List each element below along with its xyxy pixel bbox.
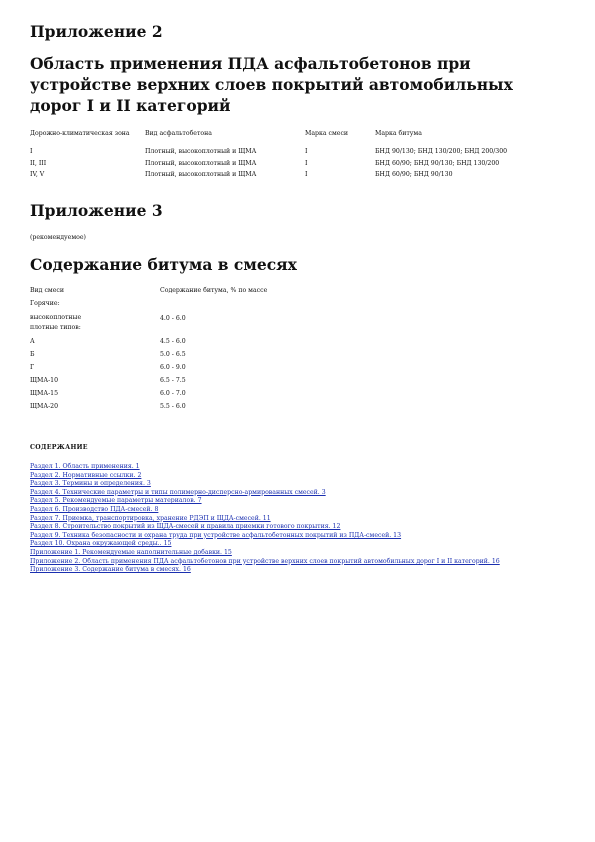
table-row: [30, 364, 330, 377]
toc-link-section-10[interactable]: Раздел 10. Охрана окружающей среды.. 15: [30, 540, 172, 548]
table-cell: I: [305, 148, 308, 155]
toc-link-section-4[interactable]: Раздел 4. Технические параметры и типы полимерно-дисперсно-армированных смесей. 3: [30, 488, 326, 496]
table-cell: БНД 60/90; БНД 90/130: [375, 171, 453, 178]
table-header-cell: Дорожно-климатическая зона: [30, 130, 130, 137]
table-cell: I: [305, 159, 308, 167]
toc-link-section-3[interactable]: Раздел 3. Термины и определения. 3: [30, 480, 151, 488]
toc-link-section-7[interactable]: Раздел 7. Приемка, транспортировка, хранение РДЭП и ЩДА-смесей. 11: [30, 514, 271, 522]
toc-link-section-8[interactable]: Раздел 8. Строительство покрытий из ЩДА-смесей и правила приемки готового покрытия. 12: [30, 523, 341, 531]
toc-link-section-1[interactable]: Раздел 1. Область применения. 1: [30, 463, 140, 470]
table-cell: Горячие:: [30, 300, 60, 307]
toc-link-section-9[interactable]: Раздел 9. Техника безопасности и охрана труда при устройстве асфальтобетонных покрытий из ПДА-смесей. 13: [30, 531, 402, 539]
table-row: [30, 148, 560, 160]
appendix-2-title: Область применения ПДА асфальтобетонов при устройстве верхних слоев покрытий автомобильных дорог I и II категорий: [30, 54, 513, 115]
table-cell: БНД 90/130; БНД 130/200; БНД 200/300: [375, 148, 508, 155]
table-row: [30, 390, 330, 403]
table-header-cell: Марка битума: [375, 130, 422, 137]
table-row: [30, 160, 560, 172]
appendix-3-title: Содержание битума в смесях: [30, 255, 297, 274]
table-row: [30, 351, 330, 364]
table-header-row: [30, 287, 330, 300]
toc-link-section-5[interactable]: Раздел 5. Рекомендуемые параметры материалов. 7: [30, 497, 202, 505]
bitumen-content-table: [30, 287, 330, 416]
table-cell: IV, V: [30, 171, 45, 178]
table-cell: ЩМА-20: [30, 403, 59, 410]
table-cell: БНД 60/90; БНД 90/130; БНД 130/200: [375, 159, 500, 167]
table-row: [30, 171, 560, 183]
application-area-table: [30, 130, 560, 183]
table-cell: Плотный, высокоплотный и ЩМА: [145, 159, 257, 167]
table-cell: Плотный, высокоплотный и ЩМА: [145, 171, 257, 178]
appendix-2-heading: Приложение 2: [30, 22, 163, 41]
table-cell: высокоплотные плотные типов:: [30, 314, 82, 331]
table-cell: Г: [30, 364, 35, 371]
toc-title: СОДЕРЖАНИЕ: [30, 444, 88, 451]
table-cell: 6.0 - 7.0: [160, 390, 186, 397]
toc-link-appendix-1[interactable]: Приложение 1. Рекомендуемые наполнительные добавки. 15: [30, 548, 232, 556]
table-cell: ЩМА-15: [30, 390, 59, 397]
table-header-cell: Марка смеси: [305, 130, 349, 137]
recommended-note: (рекомендуемое): [30, 234, 86, 241]
table-cell: ЩМА-10: [30, 377, 59, 384]
toc-link-appendix-2[interactable]: Приложение 2. Область применения ПДА асфальтобетонов при устройстве верхних слоев покрытий автомобильных дорог I и II категорий. 16: [30, 557, 500, 565]
table-row: [30, 300, 330, 313]
table-row: [30, 403, 330, 416]
table-cell: 4.0 - 6.0: [160, 315, 186, 322]
table-cell: I: [30, 148, 33, 155]
toc-link-section-2[interactable]: Раздел 2. Нормативные ссылки. 2: [30, 471, 142, 479]
table-cell: I: [305, 171, 308, 178]
table-cell: 6.0 - 9.0: [160, 364, 186, 371]
table-cell: II, III: [30, 159, 47, 167]
table-cell: Плотный, высокоплотный и ЩМА: [145, 148, 257, 155]
table-cell: 5.5 - 6.0: [160, 403, 186, 410]
toc-link-section-6[interactable]: Раздел 6. Производство ПДА-смесей. 8: [30, 505, 159, 513]
table-row: [30, 313, 330, 338]
table-header-cell: Вид асфальтобетона: [145, 130, 212, 137]
table-cell: 4.5 - 6.0: [160, 338, 186, 345]
table-cell: Б: [30, 351, 35, 358]
table-row: [30, 338, 330, 351]
table-header-cell: Вид смеси: [30, 287, 64, 294]
table-cell: 6.5 - 7.5: [160, 377, 186, 384]
table-header-row: [30, 130, 560, 148]
toc-link-appendix-3[interactable]: Приложение 3. Содержание битума в смесях. 16: [30, 566, 191, 574]
table-cell: 5.0 - 6.5: [160, 351, 186, 358]
table-cell: А: [30, 338, 35, 345]
table-row: [30, 377, 330, 390]
table-header-cell: Содержание битума, % по массе: [160, 287, 268, 294]
appendix-3-heading: Приложение 3: [30, 201, 163, 220]
table-of-contents: [30, 463, 570, 575]
